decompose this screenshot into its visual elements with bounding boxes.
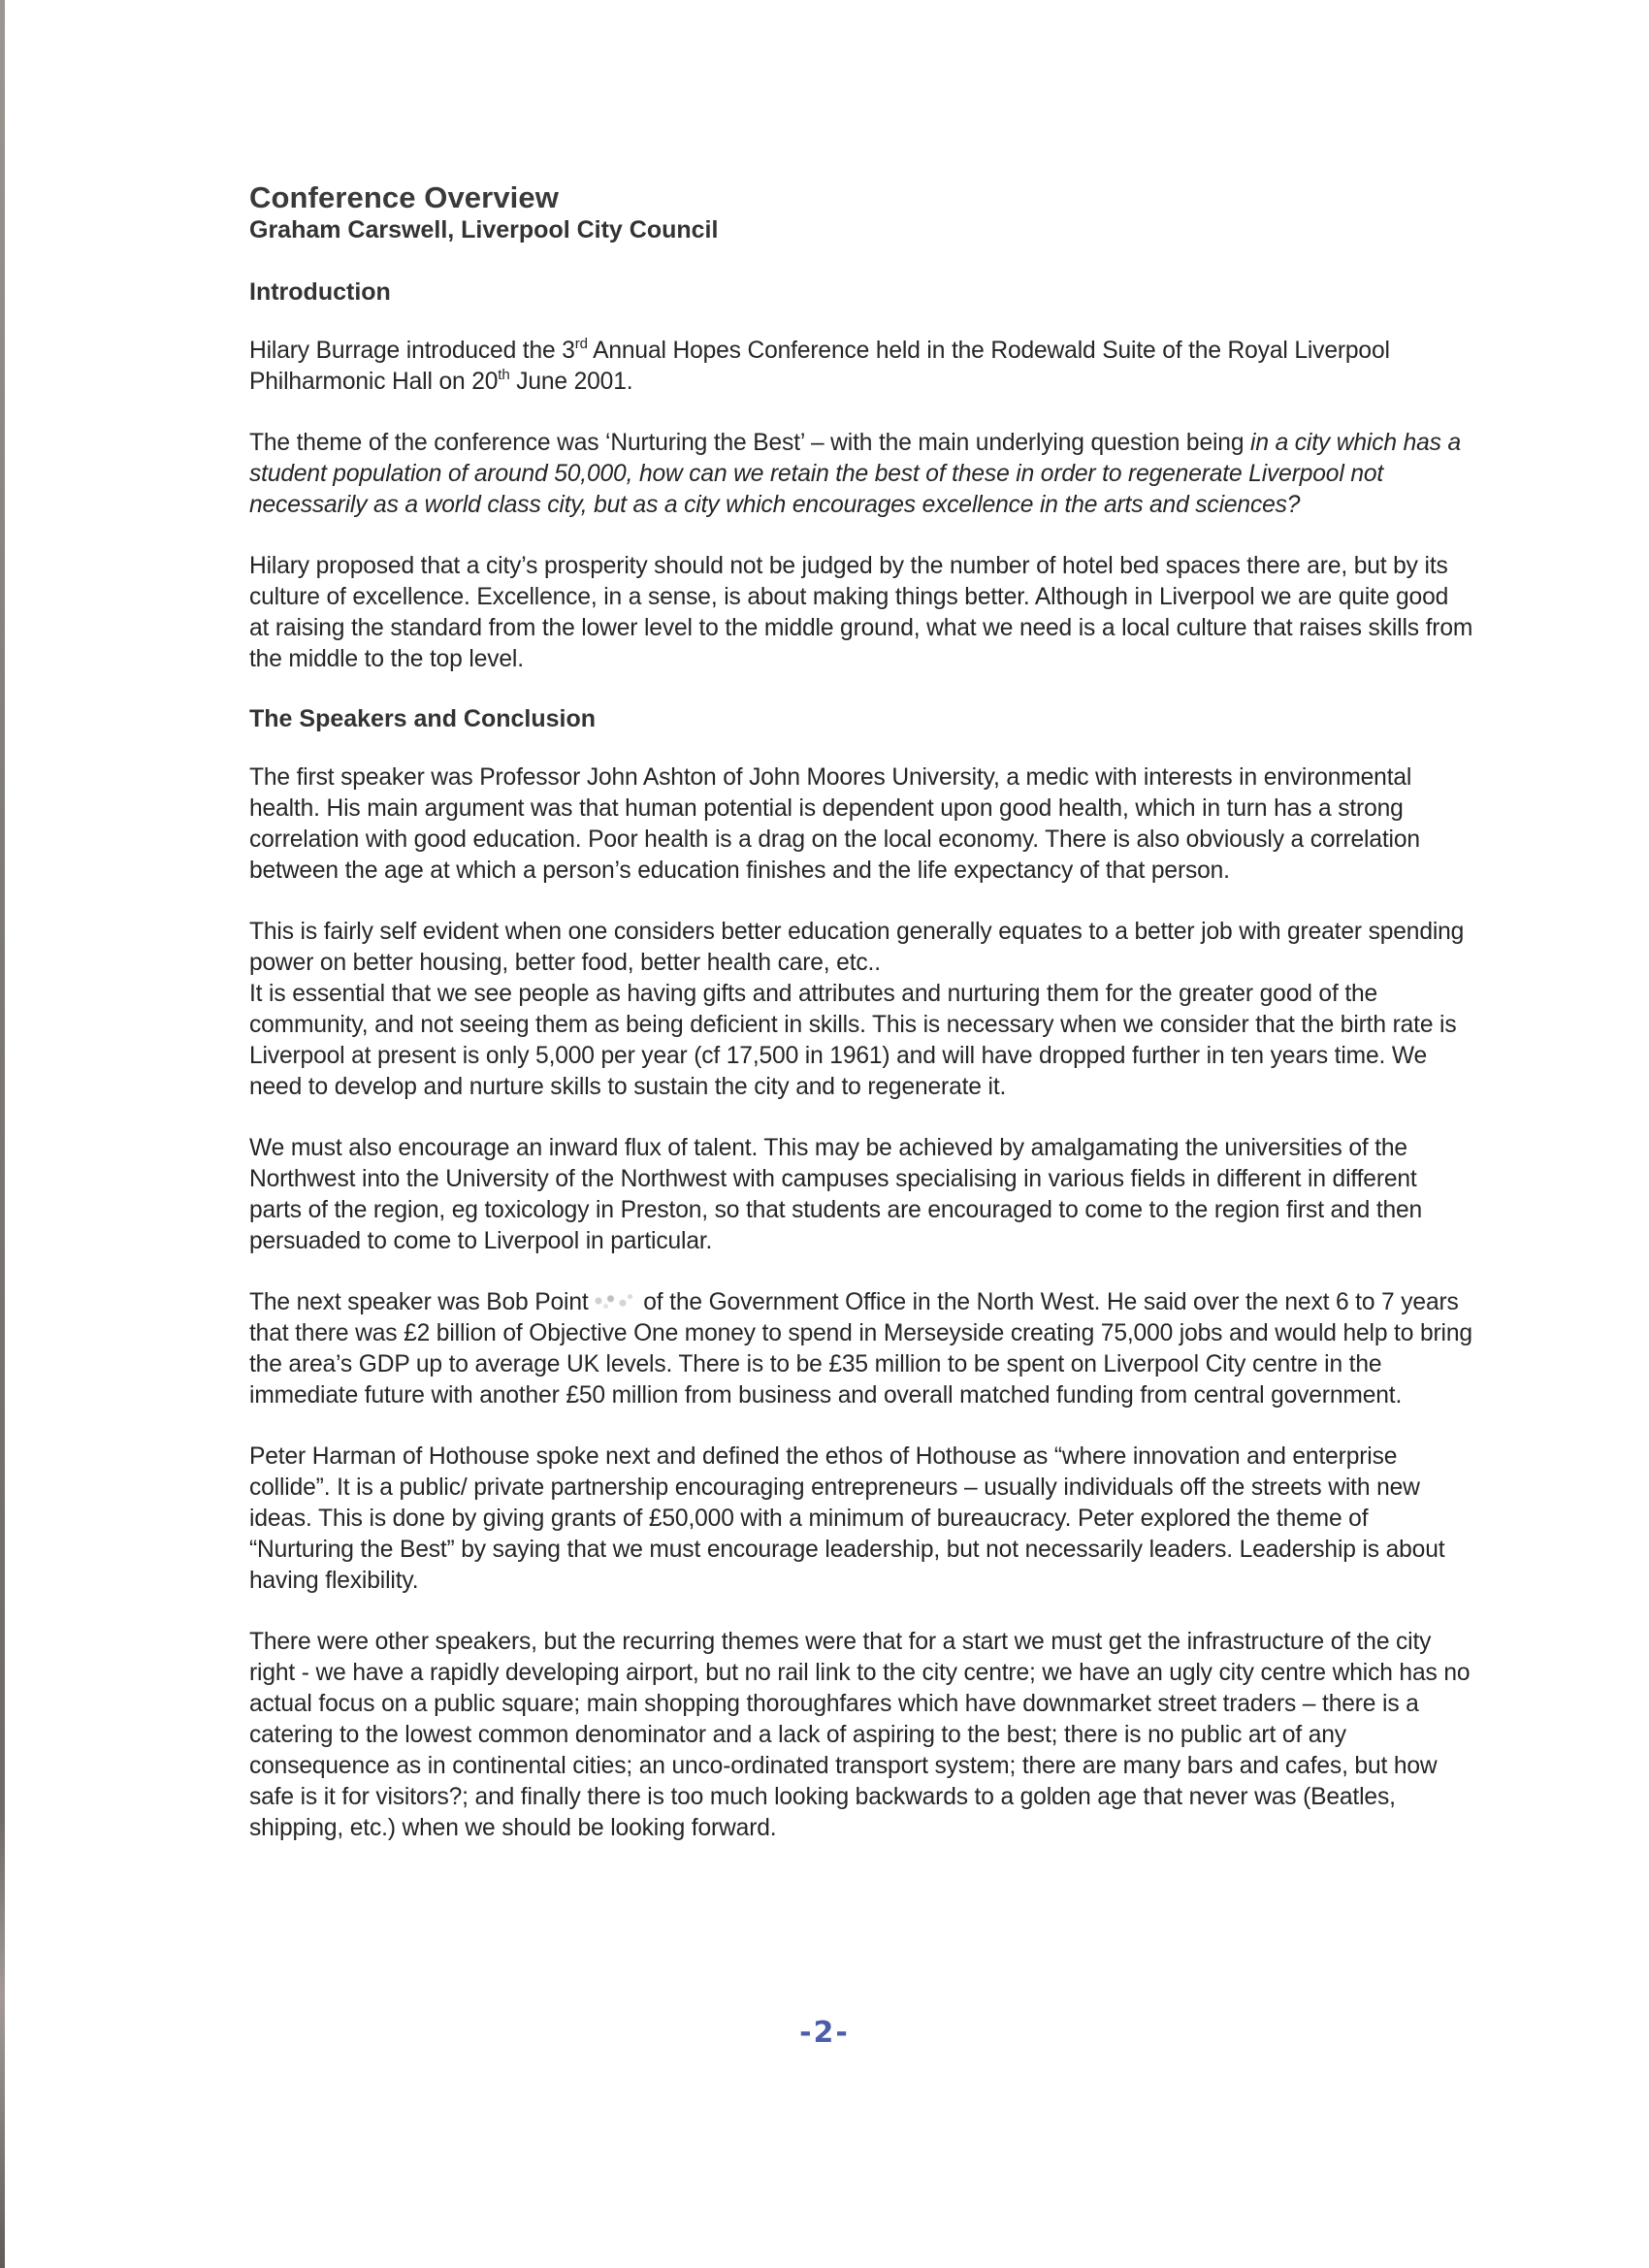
paragraph-intro-2: [249, 428, 1473, 521]
text-run: Hilary Burrage introduced the 3: [249, 338, 575, 364]
scan-edge-shadow: [0, 0, 5, 2268]
paragraph-speakers-2a: This is fairly self evident when one considers better education generally equates to a better job with greater spending power on better housing, better food, better health care, etc..: [249, 919, 1465, 976]
paragraph-speakers-5: Peter Harman of Hothouse spoke next and defined the ethos of Hothouse as “where innovation and enterprise collide”. It is a public/ private partnership encouraging entrepreneurs – usually individuals off the streets with new ideas. This is done by giving grants of £50,000 with a minimum of bureaucracy. Peter explored the theme of “Nurturing the Best” by saying that we must encourage leadership, but not necessarily leaders. Leadership is about having flexibility.: [249, 1443, 1445, 1594]
section-heading-speakers: The Speakers and Conclusion: [249, 705, 597, 732]
italic-question: in a city which has a student population of around 50,000, how can we retain the best of these in order to regenerate Liverpool not necessarily as a world class city, but as a city which encourages excellence in the arts and sciences?: [249, 430, 1461, 518]
handwritten-page-number: -2-: [799, 2016, 850, 2050]
paragraph-intro-3: Hilary proposed that a city’s prosperity should not be judged by the number of hotel bed spaces there are, but by its culture of excellence. Excellence, in a sense, is about making things better. Although in Liverpool we are quite good at raising the standard from the lower level to the middle ground, what we need is a local culture that raises skills from the middle to the top level.: [249, 553, 1473, 672]
author-line: Graham Carswell, Liverpool City Council: [249, 216, 719, 243]
paragraph-speakers-1: The first speaker was Professor John Ashton of John Moores University, a medic with interests in environmental health. His main argument was that human potential is dependent upon good health, which in turn has a strong correlation with good education. Poor health is a drag on the local economy. There is also obviously a correlation between the age at which a person’s education finishes and the life expectancy of that person.: [249, 764, 1420, 884]
section-heading-introduction: Introduction: [249, 278, 391, 306]
text-run: Annual Hopes Conference held in the Rodewald Suite of the Royal Liverpool Philharmonic Hall on 20: [249, 338, 1390, 395]
paragraph-speakers-4: [249, 1287, 1473, 1411]
paragraph-speakers-3: We must also encourage an inward flux of talent. This may be achieved by amalgamating the universities of the Northwest into the University of the Northwest with campuses specialising in various fields in different in different parts of the region, eg toxicology in Preston, so that students are encouraged to come to the region first and then persuaded to come to Liverpool in particular.: [249, 1135, 1423, 1254]
text-run: The next speaker was Bob Point: [249, 1289, 589, 1315]
ink-smudge: [589, 1290, 637, 1312]
document-title: Conference Overview: [249, 180, 559, 214]
superscript-rd: rd: [574, 336, 588, 352]
paragraph-speakers-2b: It is essential that we see people as having gifts and attributes and nurturing them for the greater good of the community, and not seeing them as being deficient in skills. This is necessary when we consider that the birth rate is Liverpool at present is only 5,000 per year (cf 17,500 in 1961) and will have dropped further in ten years time. We need to develop and nurture skills to sustain the city and to regenerate it.: [249, 981, 1457, 1100]
text-run: The theme of the conference was ‘Nurturing the Best’ – with the main underlying question being: [249, 430, 1251, 456]
document-page: [249, 180, 1473, 1844]
paragraph-speakers-6: There were other speakers, but the recurring themes were that for a start we must get the infrastructure of the city right - we have a rapidly developing airport, but no rail link to the city centre; we have an ugly city centre which has no actual focus on a public square; main shopping thoroughfares which have downmarket street traders – there is a catering to the lowest common denominator and a lack of aspiring to the best; there is no public art of any consequence as in continental cities; an unco-ordinated transport system; there are many bars and cafes, but how safe is it for visitors?; and finally there is too much looking backwards to a golden age that never was (Beatles, shipping, etc.) when we should be looking forward.: [249, 1629, 1471, 1841]
superscript-th: th: [498, 367, 510, 383]
text-run: of the Government Office in the North West. He said over the next 6 to 7 years that there was £2 billion of Objective One money to spend in Merseyside creating 75,000 jobs and would help to bring the area’s GDP up to average UK levels. There is to be £35 million to be spent on Liverpool City centre in the immediate future with another £50 million from business and overall matched funding from central government.: [249, 1289, 1472, 1409]
paragraph-intro-1: [249, 336, 1473, 398]
text-run: June 2001.: [509, 369, 633, 395]
